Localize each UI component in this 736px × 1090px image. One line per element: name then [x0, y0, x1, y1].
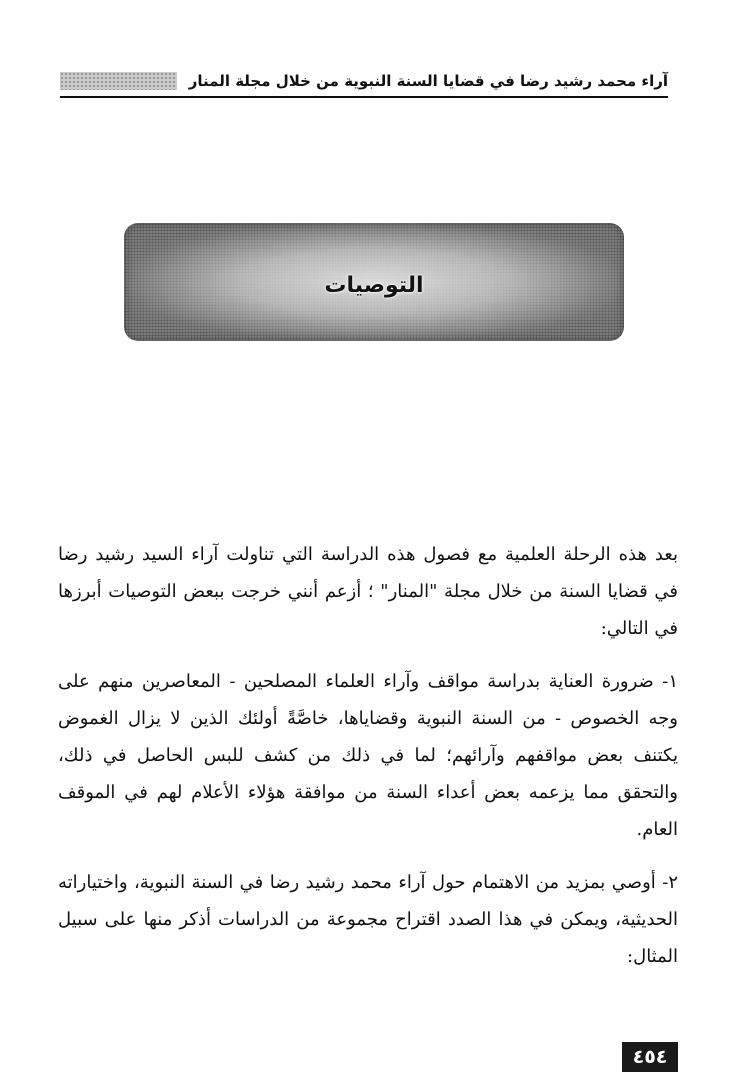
section-banner	[124, 223, 624, 341]
page-number-box	[622, 1042, 678, 1072]
body-text	[58, 536, 678, 991]
section-title: التوصيات	[324, 272, 424, 298]
header-decorative-bar	[60, 72, 177, 90]
paragraph-intro: بعد هذه الرحلة العلمية مع فصول هذه الدراسة التي تناولت آراء السيد رشيد رضا في قضايا السنة من خلال مجلة "المنار" ؛ أزعم أنني خرجت ببعض التوصيات أبرزها في التالي:	[58, 544, 678, 639]
page-number: ٤٥٤	[632, 1046, 668, 1068]
running-header-title: آراء محمد رشيد رضا في قضايا السنة النبوية من خلال مجلة المنار	[188, 72, 668, 90]
paragraph-recommendation-2: ٢- أوصي بمزيد من الاهتمام حول آراء محمد رشيد رضا في السنة النبوية، واختياراته الحديثية، ويمكن في هذا الصدد اقتراح مجموعة من الدراسات أذكر منها على سبيل المثال:	[58, 872, 678, 967]
running-header	[60, 68, 668, 94]
header-rule	[60, 96, 668, 98]
paragraph-recommendation-1: ١- ضرورة العناية بدراسة مواقف وآراء العلماء المصلحين - المعاصرين منهم على وجه الخصوص - من السنة النبوية وقضاياها، خاصَّةً أولئك الذين لا يزال الغموض يكتنف بعض مواقفهم وآرائهم؛ لما في ذلك من كشف للبس الحاصل في ذلك، والتحقق مما يزعمه بعض أعداء السنة من موافقة هؤلاء الأعلام لهم في الموقف العام.	[58, 671, 678, 840]
